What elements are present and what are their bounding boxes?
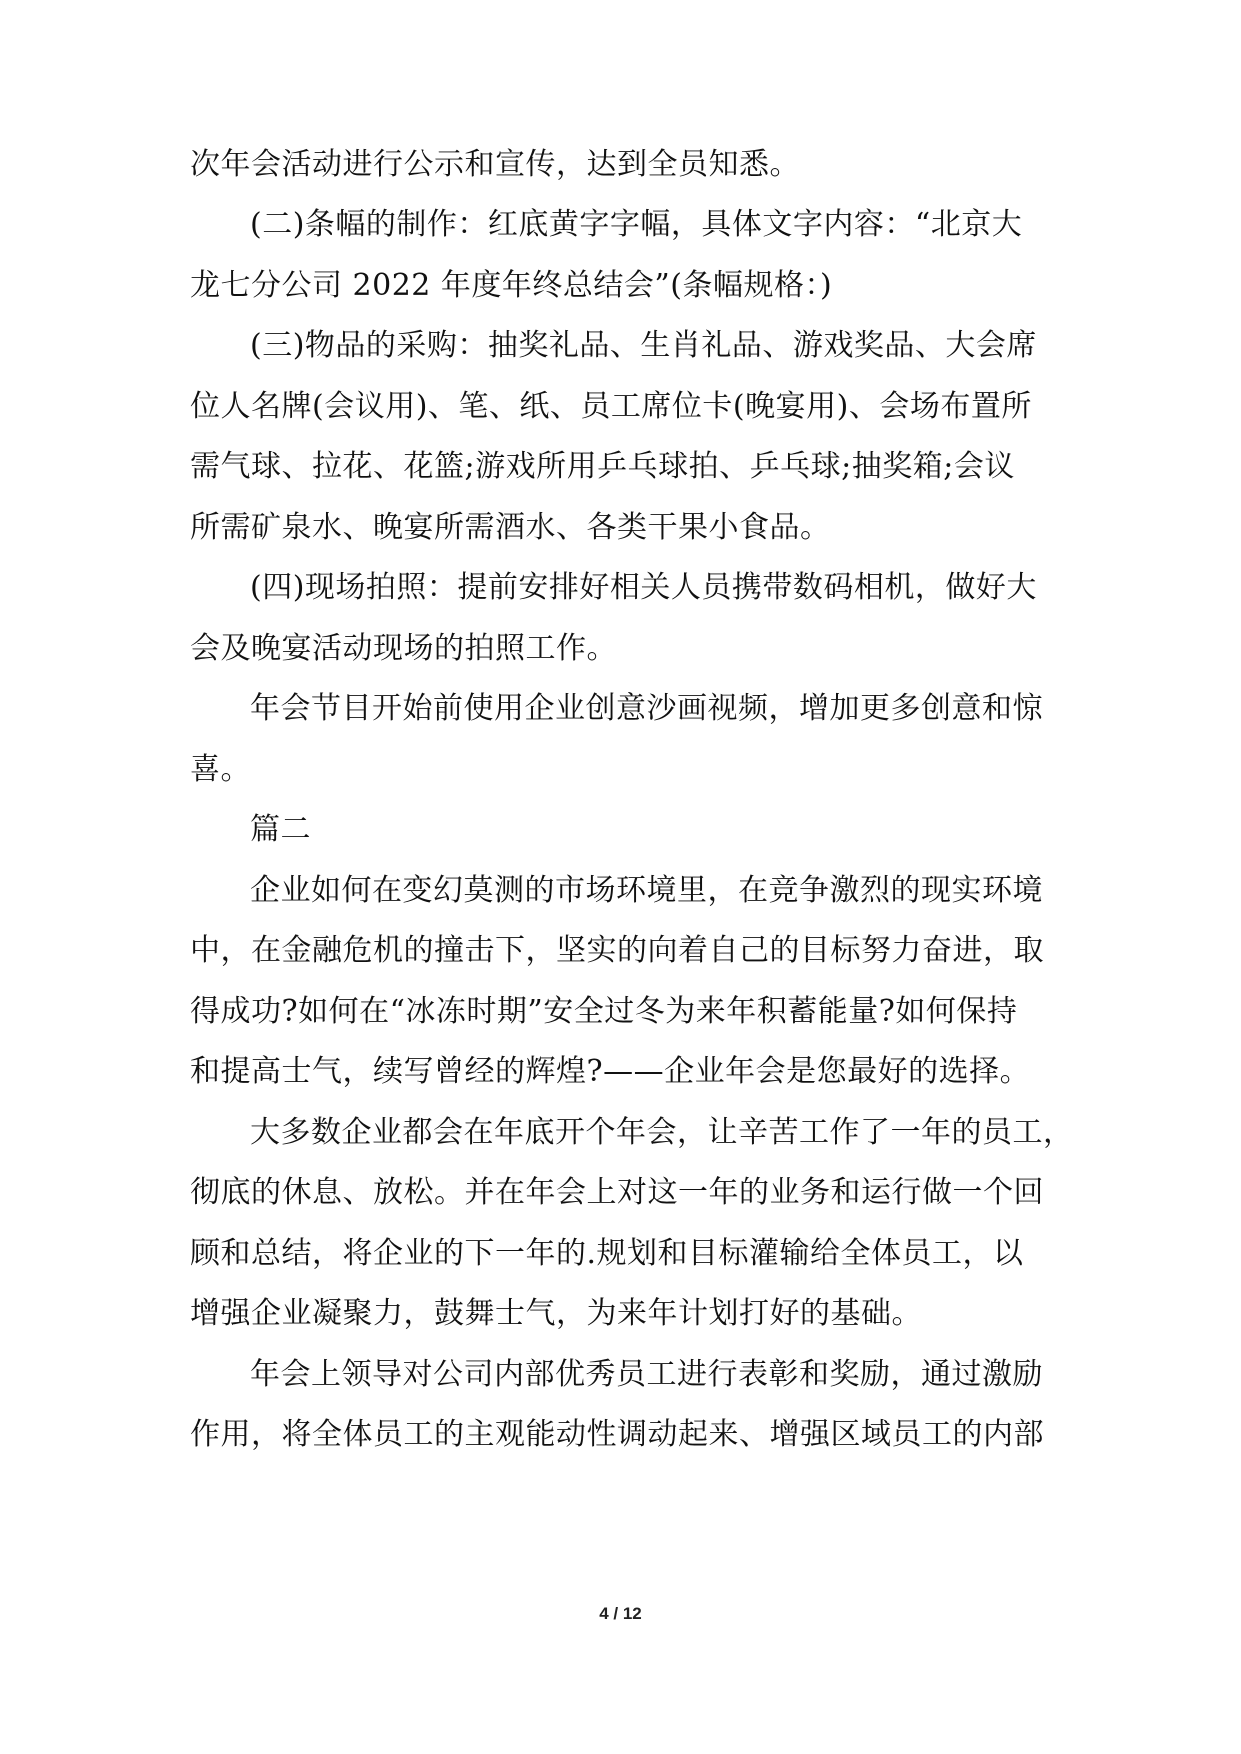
text-line: 位人名牌(会议用)、笔、纸、员工席位卡(晚宴用)、会场布置所: [190, 389, 1032, 424]
section-heading: 篇二: [250, 812, 311, 847]
text-line: 次年会活动进行公示和宣传，达到全员知悉。: [190, 147, 800, 182]
text-line: 和提高士气，续写曾经的辉煌?——企业年会是您最好的选择。: [190, 1054, 1031, 1089]
text-line: (二)条幅的制作：红底黄字字幅，具体文字内容：“北京大: [250, 207, 1023, 242]
text-line: 喜。: [190, 752, 251, 787]
page-number: 4 / 12: [599, 1604, 642, 1623]
text-line: 增强企业凝聚力，鼓舞士气，为来年计划打好的基础。: [190, 1296, 922, 1331]
text-line: 大多数企业都会在年底开个年会，让辛苦工作了一年的员工，: [250, 1115, 1074, 1150]
text-line: 需气球、拉花、花篮;游戏所用乒乓球拍、乒乓球;抽奖箱;会议: [190, 449, 1015, 484]
text-line: 顾和总结，将企业的下一年的.规划和目标灌输给全体员工，以: [190, 1236, 1024, 1271]
text-line: 企业如何在变幻莫测的市场环境里，在竞争激烈的现实环境: [250, 873, 1043, 908]
text-line: 彻底的休息、放松。并在年会上对这一年的业务和运行做一个回: [190, 1175, 1044, 1210]
text-line: 作用，将全体员工的主观能动性调动起来、增强区域员工的内部: [190, 1417, 1044, 1452]
text-line: 会及晚宴活动现场的拍照工作。: [190, 631, 617, 666]
text-line: 年会上领导对公司内部优秀员工进行表彰和奖励，通过激励: [250, 1357, 1043, 1392]
text-line: 得成功?如何在“冰冻时期”安全过冬为来年积蓄能量?如何保持: [190, 994, 1018, 1029]
text-line: (三)物品的采购：抽奖礼品、生肖礼品、游戏奖品、大会席: [250, 328, 1037, 363]
text-line: 龙七分公司 2022 年度年终总结会”(条幅规格：): [190, 268, 833, 303]
text-line: 年会节目开始前使用企业创意沙画视频，增加更多创意和惊: [250, 691, 1043, 726]
text-line: 中，在金融危机的撞击下，坚实的向着自己的目标努力奋进，取: [190, 933, 1044, 968]
text-line: (四)现场拍照：提前安排好相关人员携带数码相机，做好大: [250, 570, 1037, 605]
text-line: 所需矿泉水、晚宴所需酒水、各类干果小食品。: [190, 510, 831, 545]
